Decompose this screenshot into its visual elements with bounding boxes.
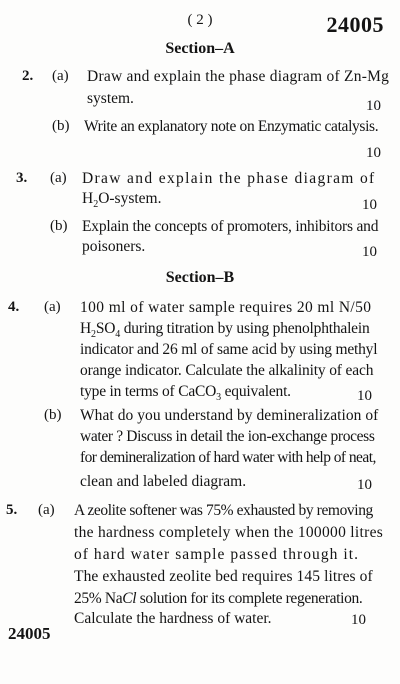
q2a-label: (a) <box>52 68 69 84</box>
q3b-marks: 10 <box>362 244 377 260</box>
q4a-line-4: orange indicator. Calculate the alkalinity of each <box>80 362 374 379</box>
q5a-line-5 <box>74 590 362 608</box>
q3b-line-2: poisoners. <box>82 238 146 255</box>
section-a-heading: Section–A <box>165 40 235 57</box>
q2b-marks: 10 <box>366 145 381 161</box>
q2a-marks: 10 <box>366 98 381 114</box>
q3a-h-sub: 2 <box>93 199 99 211</box>
q3-number: 3. <box>16 170 28 186</box>
q2-number: 2. <box>22 68 34 84</box>
paper-code-top: 24005 <box>326 12 384 37</box>
q4a-caco: type in terms of CaCO <box>80 383 217 400</box>
q4-number: 4. <box>8 299 20 315</box>
q4a-label: (a) <box>44 299 61 315</box>
q3a-rest: O-system. <box>98 190 162 207</box>
q4b-marks: 10 <box>357 477 372 493</box>
q4a-marks: 10 <box>357 388 372 404</box>
q4a-h: H <box>80 320 91 337</box>
q5-number: 5. <box>6 502 18 518</box>
q5a-line-2: the hardness completely when the 100000 litres <box>74 524 384 541</box>
q4a-h-sub: 2 <box>91 329 96 341</box>
q4b-line-1: What do you understand by demineralization of <box>80 407 379 424</box>
q4a-caco-sub: 3 <box>216 392 221 404</box>
page-number: ( 2 ) <box>187 12 213 28</box>
q5a-cl: Cl <box>122 590 137 607</box>
q4a-so-sub: 4 <box>115 329 121 341</box>
q4a-rest: during titration by using phenolphthalein <box>120 320 370 337</box>
q4b-label: (b) <box>44 407 62 423</box>
q5a-pct: 25% Na <box>74 590 123 607</box>
q4a-line-3: indicator and 26 ml of same acid by using methyl <box>80 341 378 358</box>
q3a-h: H <box>82 190 94 207</box>
q5a-line-6: Calculate the hardness of water. <box>74 610 272 627</box>
q4b-line-4: clean and labeled diagram. <box>80 473 247 490</box>
q5a-regen: solution for its complete regeneration. <box>136 590 363 607</box>
q2a-line-1: Draw and explain the phase diagram of Zn-Mg <box>87 68 390 85</box>
q3a-label: (a) <box>50 170 67 186</box>
q4a-so: SO <box>95 320 116 337</box>
section-b-heading: Section–B <box>165 269 235 286</box>
q4a-line-2 <box>80 320 370 341</box>
q3a-marks: 10 <box>362 197 377 213</box>
q3b-line-1: Explain the concepts of promoters, inhibitors and <box>82 218 379 235</box>
q5a-label: (a) <box>38 502 55 518</box>
q5a-marks: 10 <box>351 612 366 628</box>
q2b-label: (b) <box>52 118 70 134</box>
q4b-line-3: for demineralization of hard water with help of neat, <box>80 449 376 466</box>
q3a-line-1: Draw and explain the phase diagram of <box>82 170 376 187</box>
q4a-equiv: equivalent. <box>220 383 291 400</box>
q3b-label: (b) <box>50 218 68 234</box>
q5a-line-3: of hard water sample passed through it. <box>74 546 360 563</box>
q4b-line-2: water ? Discuss in detail the ion-exchange process <box>80 428 375 445</box>
paper-code-bottom: 24005 <box>8 624 51 643</box>
q5a-line-1: A zeolite softener was 75% exhausted by removing <box>74 502 373 519</box>
q5a-line-4: The exhausted zeolite bed requires 145 litres of <box>74 568 373 585</box>
q4a-line-1: 100 ml of water sample requires 20 ml N/50 <box>80 299 372 316</box>
q3a-line-2 <box>82 190 162 211</box>
q2a-line-2: system. <box>87 90 134 107</box>
q4a-line-5 <box>80 383 291 404</box>
q2b-line-1: Write an explanatory note on Enzymatic catalysis. <box>84 118 379 135</box>
